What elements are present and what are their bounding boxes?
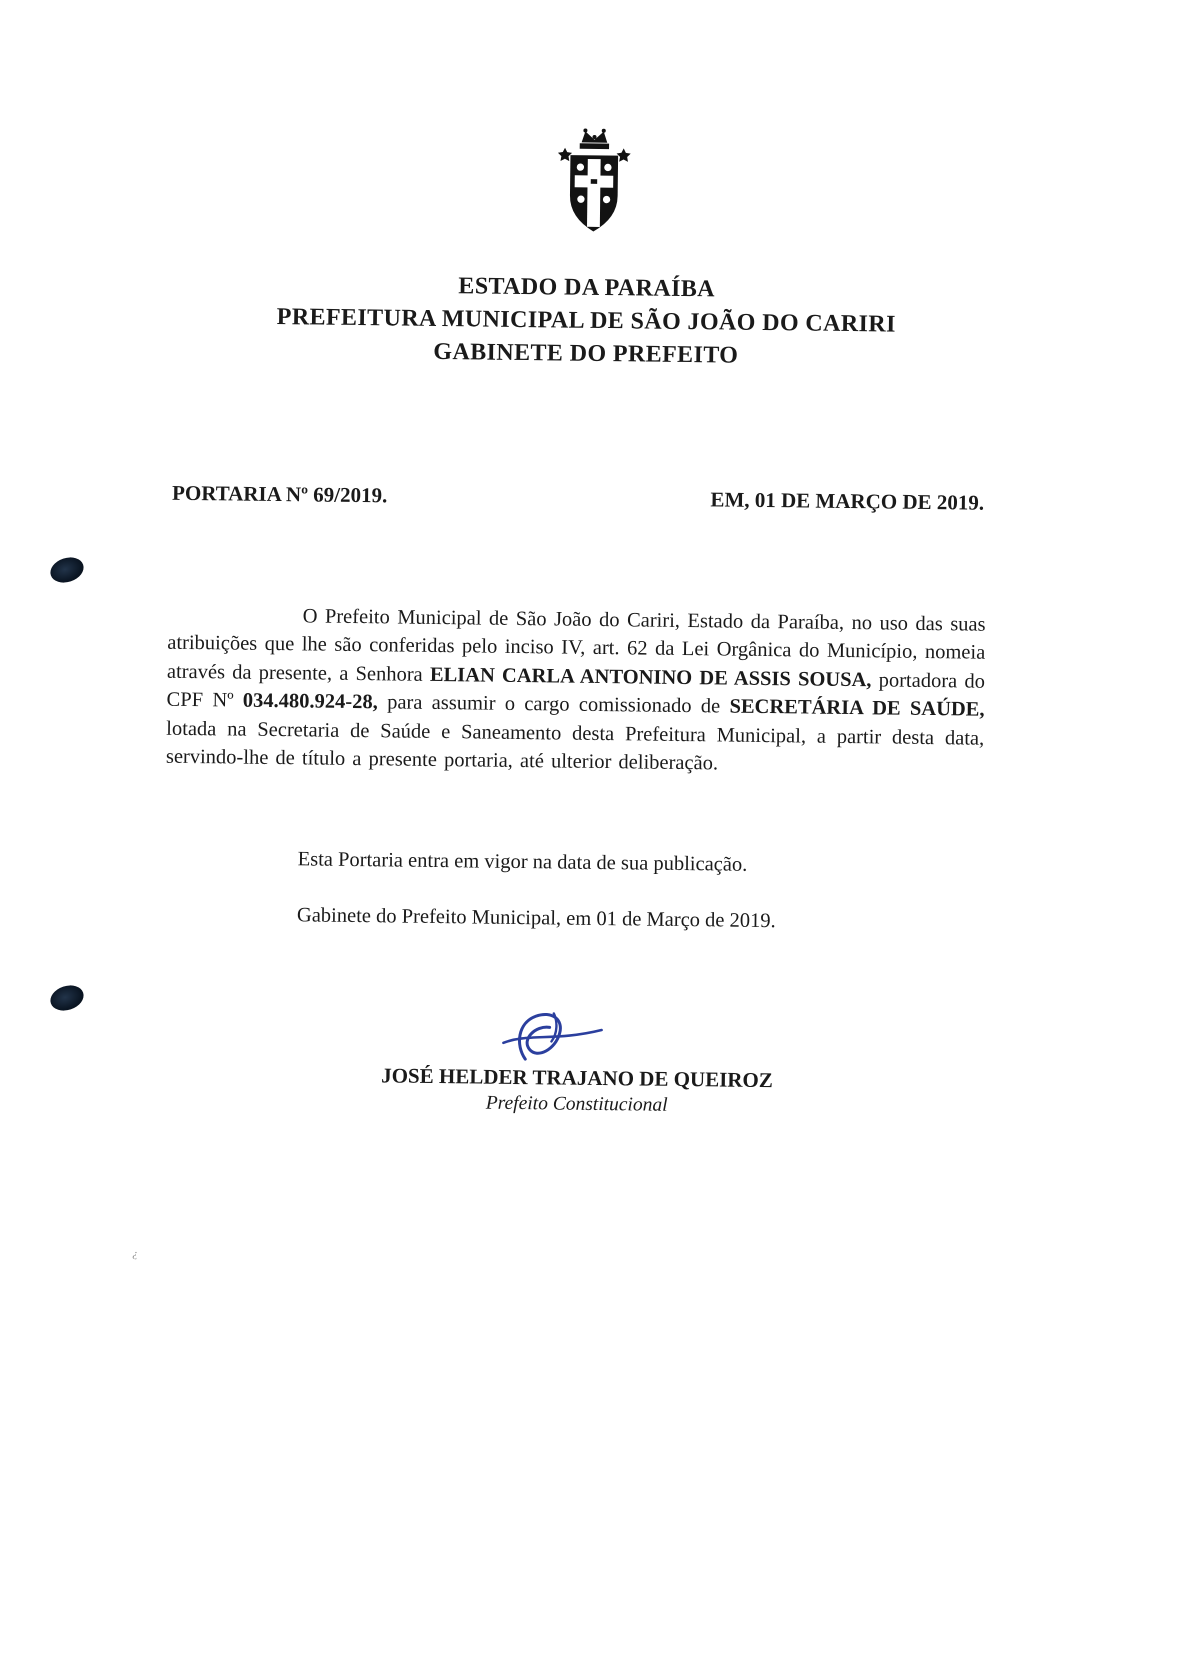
ordinance-number: PORTARIA Nº 69/2019. [171,480,388,508]
place-date-line: Gabinete do Prefeito Municipal, em 01 de Março de 2019. [296,904,776,933]
handwritten-signature-icon [497,1007,608,1070]
position-title: SECRETÁRIA DE SAÚDE, [729,695,985,721]
cpf-number: 034.480.924-28, [242,689,378,714]
scan-artifact: ¿ [131,1247,140,1261]
reference-row [172,481,984,516]
body-segment: O Prefeito Municipal de São João do Cariri, Estado da Paraíba, no uso das suas atribuições que lhe são conferidas pelo inciso IV, art. 62 da Lei Orgânica do Município, nomeia através da presente, a Senhora [166,604,986,686]
letterhead-office: GABINETE DO PREFEITO [433,338,739,369]
body-segment: para assumir o cargo comissionado de [377,691,730,718]
body-paragraph [166,600,986,781]
body-segment: portadora do CPF Nº [166,668,986,712]
letterhead-state: ESTADO DA PARAÍBA [458,273,716,303]
coat-of-arms-icon [547,127,640,238]
letterhead-municipality: PREFEITURA MUNICIPAL DE SÃO JOÃO DO CARIRI [276,304,896,338]
effective-date-clause: Esta Portaria entra em vigor na data de sua publicação. [297,848,748,876]
signer-name: JOSÉ HELDER TRAJANO DE QUEIROZ [381,1063,773,1093]
ordinance-date: EM, 01 DE MARÇO DE 2019. [710,487,985,515]
appointee-name: ELIAN CARLA ANTONINO DE ASSIS SOUSA, [429,663,872,691]
body-segment: lotada na Secretaria de Saúde e Saneamento desta Prefeitura Municipal, a partir desta data, servindo-lhe de título a presente portaria, até ulterior deliberação. [165,717,985,775]
signer-title: Prefeito Constitucional [485,1092,668,1116]
letterhead [106,266,1067,377]
